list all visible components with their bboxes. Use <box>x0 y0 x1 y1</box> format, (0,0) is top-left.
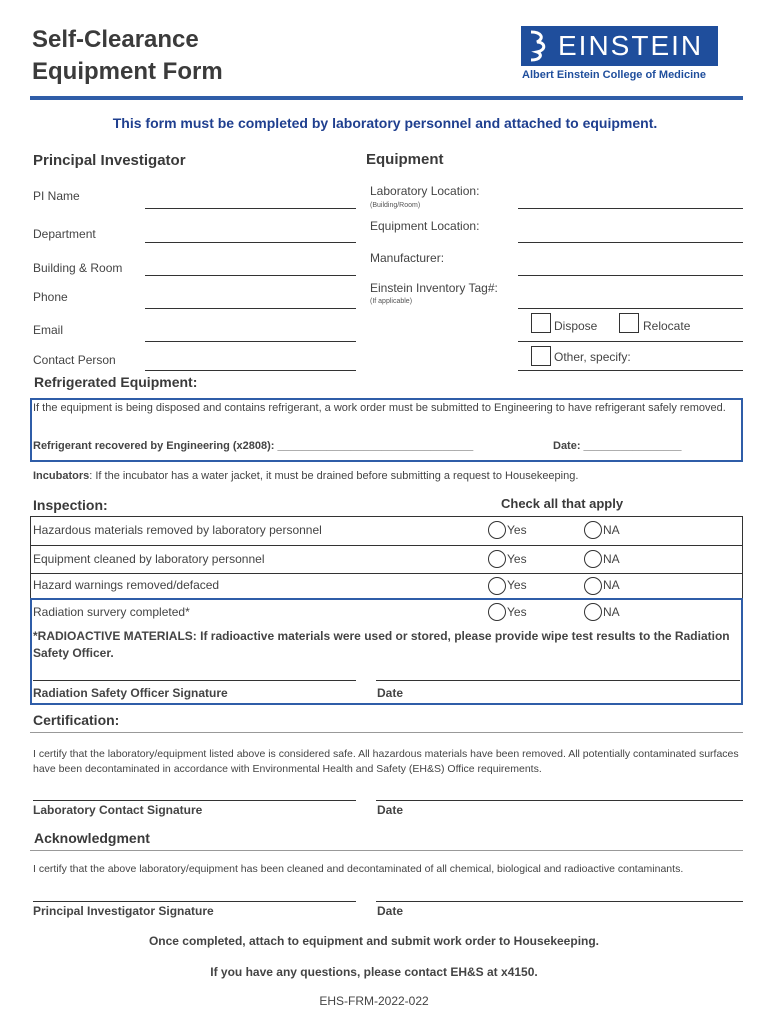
hazardous-na-radio[interactable] <box>584 521 602 539</box>
rso-date-line[interactable] <box>376 680 740 681</box>
pi-signature-line[interactable] <box>33 901 356 902</box>
equipment-heading: Equipment <box>366 151 444 168</box>
building-room-label: Building & Room <box>33 261 123 275</box>
cleaned-na-radio[interactable] <box>584 550 602 568</box>
einstein-logo-icon <box>527 30 549 62</box>
warnings-na-radio[interactable] <box>584 577 602 595</box>
inspection-row-label: Equipment cleaned by laboratory personnel <box>33 552 265 566</box>
acknowledgment-text: I certify that the above laboratory/equipment has been cleaned and decontaminated of all chemical, biological and radioactive contaminants. <box>33 863 684 875</box>
radiation-yes-radio[interactable] <box>488 603 506 621</box>
yes-label: Yes <box>507 605 527 619</box>
relocate-checkbox[interactable] <box>619 313 639 333</box>
header-divider <box>30 96 743 100</box>
inventory-tag-label: Einstein Inventory Tag#: <box>370 281 498 295</box>
lab-location-field[interactable] <box>518 208 743 209</box>
incubators-label: Incubators <box>33 470 90 482</box>
warnings-yes-radio[interactable] <box>488 577 506 595</box>
pi-date-line[interactable] <box>376 901 743 902</box>
footer-instruction: Once completed, attach to equipment and submit work order to Housekeeping. <box>148 934 600 948</box>
inspection-row-label: Hazardous materials removed by laboratory personnel <box>33 523 322 537</box>
building-room-field[interactable] <box>145 275 356 276</box>
yes-label: Yes <box>507 552 527 566</box>
acknowledgment-divider <box>30 850 743 851</box>
equipment-location-label: Equipment Location: <box>370 219 480 233</box>
email-field[interactable] <box>145 341 356 342</box>
inspection-row-label: Hazard warnings removed/defaced <box>33 578 220 592</box>
pi-date-label: Date <box>377 904 404 918</box>
lab-contact-signature-label: Laboratory Contact Signature <box>33 803 203 817</box>
na-label: NA <box>603 605 620 619</box>
lab-location-hint: (Building/Room) <box>370 202 421 209</box>
acknowledgment-heading: Acknowledgment <box>34 830 150 846</box>
incubators-text: : If the incubator has a water jacket, it must be drained before submitting a request to Housekeeping. <box>89 470 579 482</box>
lab-contact-date-line[interactable] <box>376 800 743 801</box>
inventory-tag-field[interactable] <box>518 308 743 309</box>
intro-text: This form must be completed by laboratory personnel and attached to equipment. <box>112 115 658 131</box>
incubators-note <box>33 470 578 482</box>
phone-field[interactable] <box>145 308 356 309</box>
other-label: Other, specify: <box>554 350 631 364</box>
lab-contact-date-label: Date <box>377 803 404 817</box>
pi-name-label: PI Name <box>33 189 80 203</box>
rso-date-label: Date <box>377 686 404 700</box>
inspection-heading: Inspection: <box>33 497 108 513</box>
certification-heading: Certification: <box>33 712 120 728</box>
refrigerant-date-field[interactable]: Date: ________________ <box>553 440 682 452</box>
department-field[interactable] <box>145 242 356 243</box>
lab-contact-signature-line[interactable] <box>33 800 356 801</box>
dispose-relocate-line <box>518 341 743 342</box>
pi-heading: Principal Investigator <box>33 152 186 169</box>
relocate-label: Relocate <box>643 319 691 333</box>
email-label: Email <box>33 323 64 337</box>
na-label: NA <box>603 523 620 537</box>
certification-text: I certify that the laboratory/equipment listed above is considered safe. All hazardous materials have been removed. All potentially contaminated surfaces have been decontaminated in accordance with Environmental Health and Safety (EH&S) Office requirements. <box>33 748 739 775</box>
na-label: NA <box>603 552 620 566</box>
radiation-na-radio[interactable] <box>584 603 602 621</box>
yes-label: Yes <box>507 578 527 592</box>
inspection-row-label: Radiation survery completed* <box>33 605 190 619</box>
title-line-2: Equipment Form <box>32 58 223 85</box>
inventory-tag-hint: (If applicable) <box>370 298 413 305</box>
form-title <box>32 24 223 88</box>
contact-person-field[interactable] <box>145 370 356 371</box>
equipment-location-field[interactable] <box>518 242 743 243</box>
dispose-label: Dispose <box>554 319 598 333</box>
dispose-checkbox[interactable] <box>531 313 551 333</box>
pi-name-field[interactable] <box>145 208 356 209</box>
na-label: NA <box>603 578 620 592</box>
manufacturer-field[interactable] <box>518 275 743 276</box>
radioactive-note: *RADIOACTIVE MATERIALS: If radioactive materials were used or stored, please provide wipe test results to the Radiation Safety Officer. <box>33 629 730 660</box>
certification-divider <box>30 732 743 733</box>
other-specify-field[interactable] <box>518 370 743 371</box>
hazardous-yes-radio[interactable] <box>488 521 506 539</box>
contact-person-label: Contact Person <box>33 353 116 367</box>
check-all-label: Check all that apply <box>501 496 624 511</box>
lab-location-label: Laboratory Location: <box>370 184 480 198</box>
rso-signature-line[interactable] <box>33 680 356 681</box>
refrigerated-heading: Refrigerated Equipment: <box>34 374 198 390</box>
pi-signature-label: Principal Investigator Signature <box>33 904 214 918</box>
logo-wordmark: EINSTEIN <box>558 30 704 61</box>
rso-signature-label: Radiation Safety Officer Signature <box>33 686 228 700</box>
footer-contact: If you have any questions, please contact EH&S at x4150. <box>210 965 538 979</box>
title-line-1: Self-Clearance <box>32 26 199 53</box>
phone-label: Phone <box>33 290 68 304</box>
form-code: EHS-FRM-2022-022 <box>319 994 429 1008</box>
cleaned-yes-radio[interactable] <box>488 550 506 568</box>
yes-label: Yes <box>507 523 527 537</box>
other-checkbox[interactable] <box>531 346 551 366</box>
refrigerated-text: If the equipment is being disposed and contains refrigerant, a work order must be submitted to Engineering to have refrigerant safely removed. <box>33 402 726 414</box>
department-label: Department <box>33 227 96 241</box>
manufacturer-label: Manufacturer: <box>370 251 445 265</box>
refrigerant-recovered-field[interactable]: Refrigerant recovered by Engineering (x2808): ________________________________ <box>33 440 474 452</box>
logo-subtitle: Albert Einstein College of Medicine <box>522 69 706 81</box>
